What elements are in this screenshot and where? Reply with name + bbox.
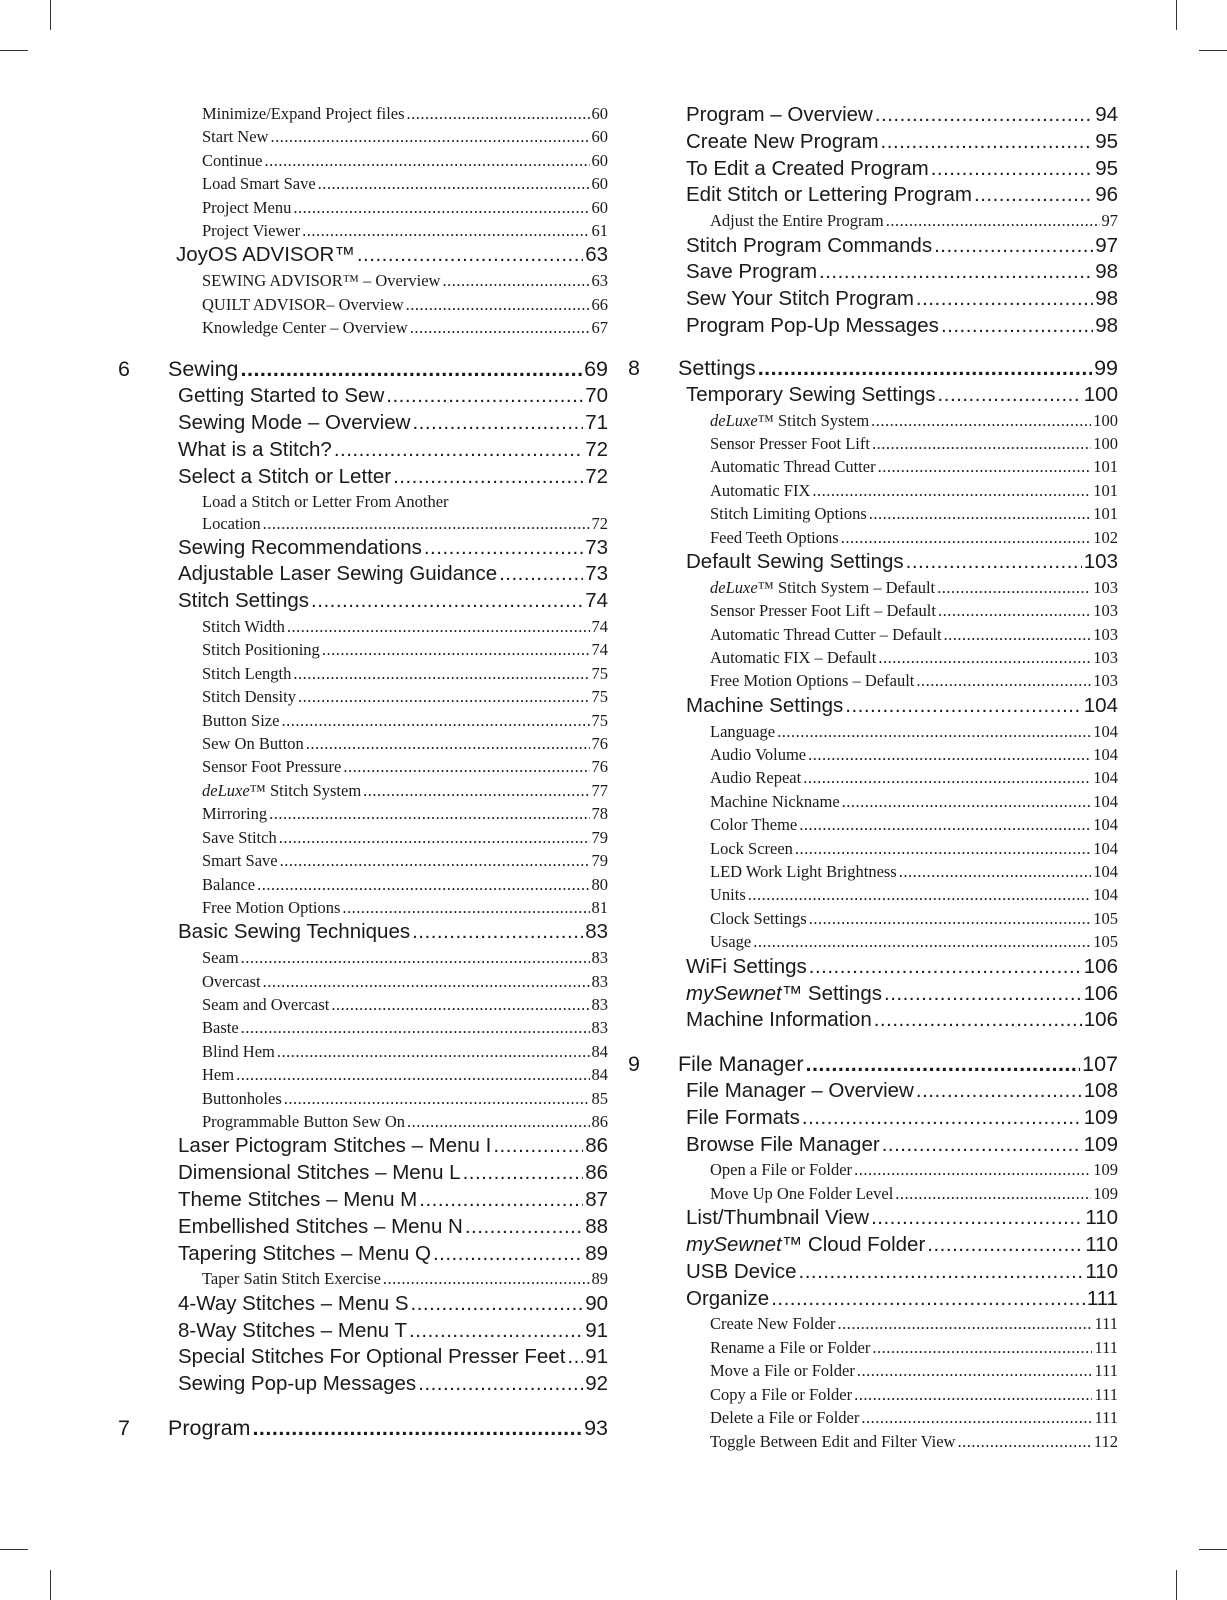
toc-entry[interactable]: Project Viewer ..... 61 (202, 219, 608, 242)
toc-entry[interactable]: List/Thumbnail View ..... 110 (686, 1205, 1118, 1232)
toc-entry[interactable]: Program Pop-Up Messages ..... 98 (686, 313, 1118, 340)
crop-mark (1176, 0, 1177, 30)
toc-entry[interactable]: deLuxe™ Stitch System ..... 100 (710, 409, 1118, 432)
chapter-number: 6 (118, 357, 130, 382)
toc-entry[interactable]: Machine Information ..... 106 (686, 1007, 1118, 1034)
toc-entry[interactable]: Button Size ..... 75 (202, 709, 608, 732)
toc-entry[interactable]: Hem ..... 84 (202, 1063, 608, 1086)
toc-right-column (628, 102, 1118, 1453)
toc-entry[interactable]: Temporary Sewing Settings ..... 100 (686, 382, 1118, 409)
toc-entry[interactable]: Free Motion Options – Default ..... 103 (710, 669, 1118, 692)
toc-entry[interactable]: Knowledge Center – Overview ..... 67 (202, 316, 608, 339)
toc-entry[interactable]: Special Stitches For Optional Presser Feet ..... 91 (178, 1344, 608, 1371)
chapter-heading[interactable]: 6 Sewing ..... 69 (118, 355, 608, 383)
toc-entry[interactable]: Language ..... 104 (710, 720, 1118, 743)
toc-entry[interactable]: deLuxe™ Stitch System ..... 77 (202, 779, 608, 802)
toc-entry[interactable]: Clock Settings ..... 105 (710, 907, 1118, 930)
toc-entry[interactable]: Units ..... 104 (710, 883, 1118, 906)
toc-entry[interactable]: Audio Volume ..... 104 (710, 743, 1118, 766)
crop-mark (1199, 50, 1227, 51)
toc-entry[interactable]: Rename a File or Folder ..... 111 (710, 1336, 1118, 1359)
toc-entry[interactable]: Mirroring ..... 78 (202, 802, 608, 825)
toc-entry[interactable]: Automatic Thread Cutter – Default ..... 103 (710, 623, 1118, 646)
toc-entry[interactable]: Move Up One Folder Level ..... 109 (710, 1182, 1118, 1205)
toc-entry[interactable]: QUILT ADVISOR– Overview ..... 66 (202, 293, 608, 316)
crop-mark (0, 50, 28, 51)
toc-entry[interactable]: Stitch Settings ..... 74 (178, 588, 608, 615)
toc-entry[interactable]: What is a Stitch? ..... 72 (178, 437, 608, 464)
toc-entry[interactable]: Move a File or Folder ..... 111 (710, 1359, 1118, 1382)
chapter-heading[interactable]: 8 Settings ..... 99 (628, 354, 1118, 382)
toc-entry[interactable]: 8-Way Stitches – Menu T ..... 91 (178, 1318, 608, 1345)
chapter-number: 7 (118, 1415, 130, 1440)
toc-entry[interactable]: Automatic FIX ..... 101 (710, 479, 1118, 502)
toc-entry[interactable]: Tapering Stitches – Menu Q ..... 89 (178, 1241, 608, 1268)
toc-entry[interactable]: Save Program ..... 98 (686, 259, 1118, 286)
toc-entry[interactable]: Basic Sewing Techniques ..... 83 (178, 919, 608, 946)
toc-entry[interactable]: Lock Screen ..... 104 (710, 837, 1118, 860)
toc-entry[interactable]: Balance ..... 80 (202, 873, 608, 896)
toc-entry[interactable]: Stitch Positioning ..... 74 (202, 638, 608, 661)
chapter-heading[interactable]: 7 Program ..... 93 (118, 1414, 608, 1442)
toc-entry[interactable]: Free Motion Options ..... 81 (202, 896, 608, 919)
toc-entry[interactable]: Create New Folder ..... 111 (710, 1312, 1118, 1335)
toc-entry[interactable]: Stitch Width ..... 74 (202, 615, 608, 638)
toc-entry[interactable]: Sew On Button ..... 76 (202, 732, 608, 755)
toc-entry[interactable]: Minimize/Expand Project files ..... 60 (202, 102, 608, 125)
toc-entry[interactable]: Feed Teeth Options ..... 102 (710, 526, 1118, 549)
toc-entry[interactable]: Start New ..... 60 (202, 125, 608, 148)
toc-entry[interactable]: Usage ..... 105 (710, 930, 1118, 953)
toc-entry[interactable]: Open a File or Folder ..... 109 (710, 1158, 1118, 1181)
toc-entry[interactable]: WiFi Settings ..... 106 (686, 954, 1118, 981)
toc-entry[interactable]: Sew Your Stitch Program ..... 98 (686, 286, 1118, 313)
toc-entry[interactable]: Create New Program ..... 95 (686, 129, 1118, 156)
toc-entry[interactable]: File Manager – Overview ..... 108 (686, 1078, 1118, 1105)
toc-entry[interactable]: Automatic FIX – Default ..... 103 (710, 646, 1118, 669)
toc-entry[interactable]: Programmable Button Sew On ..... 86 (202, 1110, 608, 1133)
crop-mark (1176, 1570, 1177, 1600)
toc-entry[interactable]: Automatic Thread Cutter ..... 101 (710, 455, 1118, 478)
toc-entry[interactable]: 4-Way Stitches – Menu S ..... 90 (178, 1291, 608, 1318)
toc-entry[interactable]: To Edit a Created Program ..... 95 (686, 156, 1118, 183)
toc-entry[interactable]: Continue ..... 60 (202, 149, 608, 172)
toc-entry[interactable]: Stitch Density ..... 75 (202, 685, 608, 708)
toc-entry[interactable]: Seam ..... 83 (202, 946, 608, 969)
toc-entry[interactable]: Stitch Limiting Options ..... 101 (710, 502, 1118, 525)
toc-entry[interactable]: Color Theme ..... 104 (710, 813, 1118, 836)
toc-entry[interactable]: Sewing Recommendations ..... 73 (178, 535, 608, 562)
toc-entry[interactable]: Program – Overview ..... 94 (686, 102, 1118, 129)
toc-entry[interactable]: mySewnet™ Settings ..... 106 (686, 981, 1118, 1008)
chapter-number: 8 (628, 355, 640, 380)
toc-entry[interactable]: Stitch Program Commands ..... 97 (686, 233, 1118, 260)
toc-entry[interactable]: Embellished Stitches – Menu N ..... 88 (178, 1214, 608, 1241)
toc-entry[interactable]: Machine Nickname ..... 104 (710, 790, 1118, 813)
toc-entry[interactable]: Organize ..... 111 (686, 1286, 1118, 1313)
toc-entry[interactable]: Select a Stitch or Letter ..... 72 (178, 464, 608, 491)
chapter-heading[interactable]: 9 File Manager ..... 107 (628, 1050, 1118, 1078)
toc-entry[interactable]: Sewing Pop-up Messages ..... 92 (178, 1371, 608, 1398)
toc-entry[interactable]: mySewnet™ Cloud Folder ..... 110 (686, 1232, 1118, 1259)
toc-entry[interactable]: Audio Repeat ..... 104 (710, 766, 1118, 789)
toc-entry[interactable]: Delete a File or Folder ..... 111 (710, 1406, 1118, 1429)
toc-entry[interactable]: Load Smart Save ..... 60 (202, 172, 608, 195)
toc-entry[interactable]: Buttonholes ..... 85 (202, 1087, 608, 1110)
toc-entry[interactable]: Adjust the Entire Program ..... 97 (710, 209, 1118, 232)
toc-entry[interactable]: Sensor Foot Pressure ..... 76 (202, 755, 608, 778)
toc-entry[interactable]: Stitch Length ..... 75 (202, 662, 608, 685)
toc-entry[interactable]: USB Device ..... 110 (686, 1259, 1118, 1286)
toc-entry[interactable]: Laser Pictogram Stitches – Menu I ..... 86 (178, 1133, 608, 1160)
toc-entry[interactable]: Overcast ..... 83 (202, 970, 608, 993)
toc-entry[interactable]: Getting Started to Sew ..... 70 (178, 383, 608, 410)
toc-entry[interactable]: Smart Save ..... 79 (202, 849, 608, 872)
toc-entry[interactable]: Dimensional Stitches – Menu L ..... 86 (178, 1160, 608, 1187)
crop-mark (1199, 1549, 1227, 1550)
toc-entry[interactable]: Seam and Overcast ..... 83 (202, 993, 608, 1016)
toc-entry[interactable]: Sewing Mode – Overview ..... 71 (178, 410, 608, 437)
crop-mark (50, 0, 51, 30)
toc-entry[interactable]: Project Menu ..... 60 (202, 196, 608, 219)
toc-entry[interactable]: Copy a File or Folder ..... 111 (710, 1383, 1118, 1406)
toc-entry[interactable]: Taper Satin Stitch Exercise ..... 89 (202, 1267, 608, 1290)
toc-entry[interactable]: Machine Settings ..... 104 (686, 693, 1118, 720)
toc-entry[interactable]: Sensor Presser Foot Lift ..... 100 (710, 432, 1118, 455)
crop-mark (0, 1549, 28, 1550)
toc-entry[interactable]: Browse File Manager ..... 109 (686, 1132, 1118, 1159)
toc-entry[interactable]: Theme Stitches – Menu M ..... 87 (178, 1187, 608, 1214)
toc-entry[interactable]: Adjustable Laser Sewing Guidance ..... 73 (178, 561, 608, 588)
toc-entry[interactable]: Sensor Presser Foot Lift – Default ..... 103 (710, 599, 1118, 622)
toc-entry[interactable]: File Formats ..... 109 (686, 1105, 1118, 1132)
toc-entry[interactable]: Default Sewing Settings ..... 103 (686, 549, 1118, 576)
chapter-number: 9 (628, 1052, 640, 1077)
toc-entry[interactable]: deLuxe™ Stitch System – Default ..... 103 (710, 576, 1118, 599)
toc-entry[interactable]: Load a Stitch or Letter From Another Location ..... 72 (118, 491, 608, 535)
toc-entry[interactable]: Edit Stitch or Lettering Program ..... 96 (686, 182, 1118, 209)
crop-mark (50, 1570, 51, 1600)
toc-entry[interactable]: Baste ..... 83 (202, 1016, 608, 1039)
toc-entry[interactable]: JoyOS ADVISOR™ ..... 63 (176, 242, 608, 269)
toc-entry[interactable]: Save Stitch ..... 79 (202, 826, 608, 849)
toc-entry[interactable]: SEWING ADVISOR™ – Overview ..... 63 (202, 269, 608, 292)
toc-entry[interactable]: Toggle Between Edit and Filter View ..... 112 (710, 1430, 1118, 1453)
toc-entry[interactable]: LED Work Light Brightness ..... 104 (710, 860, 1118, 883)
toc-entry[interactable]: Blind Hem ..... 84 (202, 1040, 608, 1063)
toc-left-column (118, 102, 608, 1442)
